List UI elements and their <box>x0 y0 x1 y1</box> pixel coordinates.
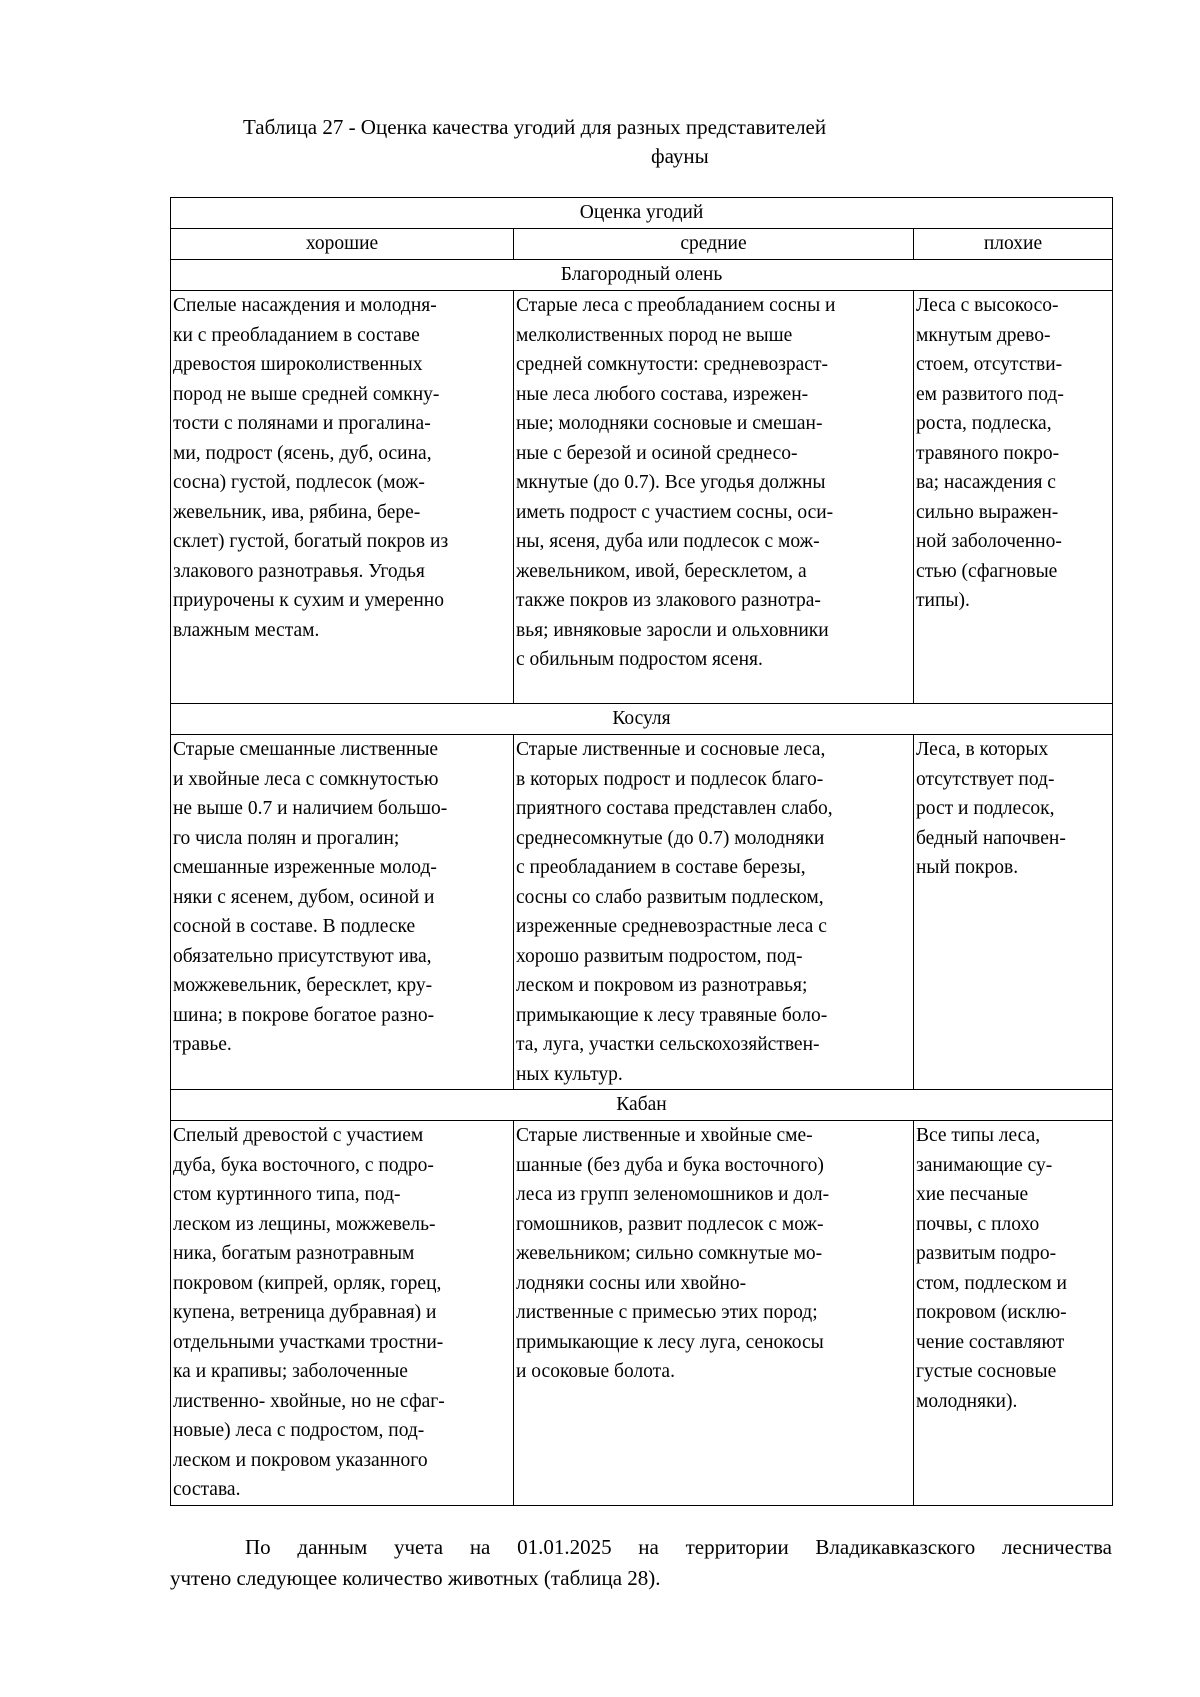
table-row <box>171 735 1113 1090</box>
paragraph-line-2: учтено следующее количество животных (таблица 28). <box>170 1566 661 1590</box>
table-row <box>171 291 1113 704</box>
caption-line-1: Таблица 27 - Оценка качества угодий для разных представителей <box>243 115 827 139</box>
section-header-wild-boar: Кабан <box>171 1090 1113 1121</box>
cell-medium: Старые лиственные и сосновые леса, в которых подрост и подлесок благо- приятного состава представлен слабо, среднесомкнутые (до 0.7) молодняки с преобладанием в составе березы, сосны со слабо развитым подлеском, изреженные средневозрастные леса с хорошо развитым подростом, под- леском и покровом из разнотравья; примыкающие к лесу травяные боло- та, луга, участки сельскохозяйствен- ных культур. <box>514 735 914 1090</box>
section-header-roe-deer: Косуля <box>171 704 1113 735</box>
cell-good: Спелый древостой с участием дуба, бука восточного, с подро- стом куртинного типа, под- леском из лещины, можжевель- ника, богатым разнотравным покровом (кипрей, орляк, горец, купена, ветреница дубравная) и отдельными участками тростни- ка и крапивы; заболоченные лиственно- хвойные, но не сфаг- новые) леса с подростом, под- леском и покровом указанного состава. <box>171 1121 514 1506</box>
column-header-good: хорошие <box>171 229 514 260</box>
table-caption <box>243 113 943 171</box>
table-row <box>171 1121 1113 1506</box>
table-title: Оценка угодий <box>171 198 1113 229</box>
section-header-red-deer: Благородный олень <box>171 260 1113 291</box>
cell-bad: Леса с высокосо- мкнутым древо- стоем, отсутстви- ем развитого под- роста, подлеска, травяного покро- ва; насаждения с сильно выражен- ной заболоченно- стью (сфагновые типы). <box>914 291 1113 704</box>
cell-good: Спелые насаждения и молодня- ки с преобладанием в составе древостоя широколиственных пород не выше средней сомкну- тости с полянами и прогалина- ми, подрост (ясень, дуб, осина, сосна) густой, подлесок (мож- жевельник, ива, рябина, бере- склет) густой, богатый покров из злакового разнотравья. Угодья приурочены к сухим и умеренно влажным местам. <box>171 291 514 704</box>
cell-medium: Старые леса с преобладанием сосны и мелколиственных пород не выше средней сомкнутости: средневозраст- ные леса любого состава, изрежен- ные; молодняки сосновые и смешан- ные с березой и осиной среднесо- мкнутые (до 0.7). Все угодья должны иметь подрост с участием сосны, оси- ны, ясеня, дуба или подлесок с мож- жевельником, ивой, бересклетом, а также покров из злакового разнотра- вья; ивняковые заросли и ольховники с обильным подростом ясеня. <box>514 291 914 704</box>
habitat-quality-table <box>170 197 1113 1506</box>
caption-line-2: фауны <box>651 144 709 168</box>
body-paragraph <box>170 1532 1112 1594</box>
cell-good: Старые смешанные лиственные и хвойные леса с сомкнутостью не выше 0.7 и наличием большо- го числа полян и прогалин; смешанные изреженные молод- няки с ясенем, дубом, осиной и сосной в составе. В подлеске обязательно присутствуют ива, можжевельник, бересклет, кру- шина; в покрове богатое разно- травье. <box>171 735 514 1090</box>
column-header-medium: средние <box>514 229 914 260</box>
paragraph-line-1: По данным учета на 01.01.2025 на территории Владикавказского лесничества <box>245 1535 1112 1559</box>
cell-bad: Все типы леса, занимающие су- хие песчаные почвы, с плохо развитым подро- стом, подлеском и покровом (исклю- чение составляют густые сосновые молодняки). <box>914 1121 1113 1506</box>
column-header-bad: плохие <box>914 229 1113 260</box>
cell-bad: Леса, в которых отсутствует под- рост и подлесок, бедный напочвен- ный покров. <box>914 735 1113 1090</box>
cell-medium: Старые лиственные и хвойные сме- шанные (без дуба и бука восточного) леса из групп зеленомошников и дол- гомошников, развит подлесок с мож- жевельником; сильно сомкнутые мо- лодняки сосны или хвойно- лиственные с примесью этих пород; примыкающие к лесу луга, сенокосы и осоковые болота. <box>514 1121 914 1506</box>
